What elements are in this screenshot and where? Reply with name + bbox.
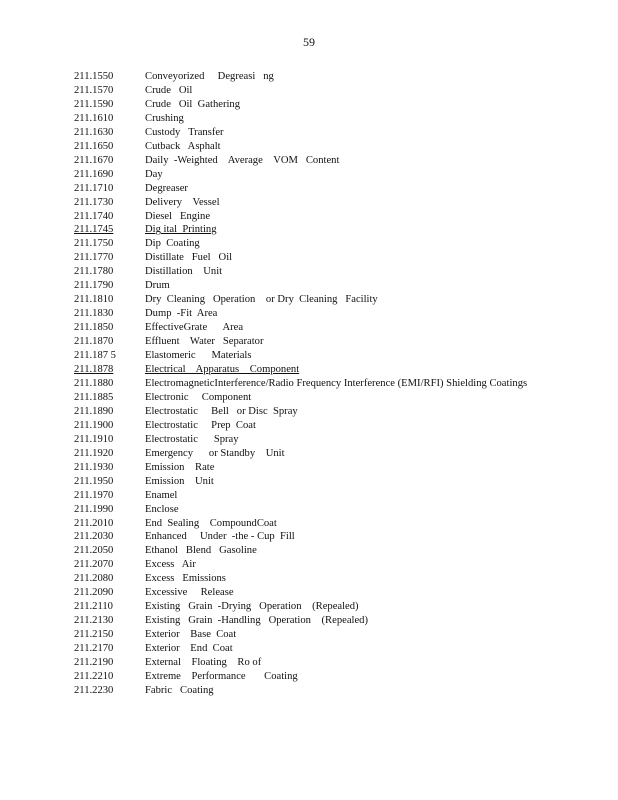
section-number: 211.1990: [74, 503, 114, 515]
definition-entry: [74, 349, 544, 363]
section-number: 211.1780: [74, 266, 114, 278]
section-number: 211.1550: [74, 71, 114, 82]
definition-entry: [74, 530, 544, 544]
section-number: 211.1885: [74, 391, 114, 403]
section-number: 211.2010: [74, 517, 114, 529]
section-number: 211.1900: [74, 419, 114, 431]
section-number: 211.1750: [74, 238, 114, 250]
defined-term: Ethanol Blend Gasoline: [145, 545, 257, 557]
definition-entry: [74, 237, 544, 251]
definition-entry: [74, 586, 544, 600]
section-number: 211.2210: [74, 670, 114, 682]
section-number: 211.1830: [74, 308, 114, 320]
section-number: 211.2080: [74, 573, 114, 585]
defined-term: Dump -Fit Area: [145, 308, 218, 320]
definition-entry: [74, 628, 544, 642]
section-number: 211.1690: [74, 168, 114, 180]
section-number: 211.1590: [74, 98, 114, 110]
definition-entry: [74, 84, 544, 98]
section-number: 211.1878: [74, 364, 114, 376]
definition-entry: [74, 600, 544, 614]
definition-entry: [74, 140, 544, 154]
section-number: 211.1890: [74, 405, 114, 417]
section-number: 211.1920: [74, 447, 114, 459]
section-number: 211.1570: [74, 84, 114, 96]
definition-entry: [74, 251, 544, 265]
defined-term: Excessive Release: [145, 587, 234, 599]
section-number: 211.2170: [74, 643, 114, 655]
definition-entry: [74, 572, 544, 586]
section-number: 211.1950: [74, 475, 114, 487]
defined-term: Delivery Vessel: [145, 196, 220, 208]
definition-entry: [74, 489, 544, 503]
definition-entry: [74, 112, 544, 126]
defined-term: Dry Cleaning Operation or Dry Cleaning Facility: [145, 294, 378, 306]
section-number: 211.1630: [74, 126, 114, 138]
defined-term: Cutback Asphalt: [145, 140, 221, 152]
definition-entry: [74, 279, 544, 293]
defined-term: EffectiveGrate Area: [145, 322, 244, 334]
definition-entry: [74, 182, 544, 196]
definition-entry: [74, 391, 544, 405]
definition-entry: [74, 363, 544, 377]
section-number: 211.1910: [74, 433, 114, 445]
definition-entry: [74, 405, 544, 419]
definition-entry: [74, 558, 544, 572]
definition-entry: [74, 335, 544, 349]
definition-entry: [74, 196, 544, 210]
definition-entry: [74, 210, 544, 224]
definitions-list: [74, 70, 544, 698]
definition-entry: [74, 168, 544, 182]
defined-term: Exterior End Coat: [145, 643, 233, 655]
defined-term: Enclose: [145, 503, 179, 515]
section-number: 211.1850: [74, 322, 114, 334]
definition-entry: [74, 98, 544, 112]
defined-term: Electrostatic Prep Coat: [145, 419, 256, 431]
defined-term: Elastomeric Materials: [145, 350, 252, 362]
section-number: 211.1880: [74, 377, 114, 389]
page-number: 59: [303, 35, 315, 49]
defined-term: End Sealing CompoundCoat: [145, 517, 277, 529]
defined-term: Electrostatic Spray: [145, 433, 239, 445]
defined-term: Existing Grain -Drying Operation (Repealed): [145, 601, 359, 613]
definition-entry: [74, 377, 544, 391]
defined-term: Enhanced Under -the - Cup Fill: [145, 531, 295, 543]
defined-term: Excess Emissions: [145, 573, 226, 585]
defined-term: Crude Oil: [145, 84, 193, 96]
definition-entry: [74, 517, 544, 531]
defined-term: Dig ital Printing: [145, 224, 217, 236]
definition-entry: [74, 656, 544, 670]
defined-term: Degreaser: [145, 182, 188, 194]
definition-entry: [74, 461, 544, 475]
defined-term: Enamel: [145, 489, 178, 501]
defined-term: Emergency or Standby Unit: [145, 447, 285, 459]
section-number: 211.1870: [74, 336, 114, 348]
defined-term: Crushing: [145, 112, 184, 124]
section-number: 211.1710: [74, 182, 114, 194]
section-number: 211.1650: [74, 140, 114, 152]
defined-term: Emission Unit: [145, 475, 214, 487]
section-number: 211.2110: [74, 601, 113, 613]
defined-term: Dip Coating: [145, 238, 200, 250]
definition-entry: [74, 321, 544, 335]
section-number: 211.2090: [74, 587, 114, 599]
defined-term: Excess Air: [145, 559, 196, 571]
definition-entry: [74, 126, 544, 140]
definition-entry: [74, 642, 544, 656]
definition-entry: [74, 503, 544, 517]
defined-term: Day: [145, 168, 163, 180]
definition-entry: [74, 447, 544, 461]
section-number: 211.2190: [74, 657, 114, 669]
definition-entry: [74, 614, 544, 628]
definition-entry: [74, 684, 544, 698]
defined-term: Electronic Component: [145, 391, 252, 403]
definition-entry: [74, 293, 544, 307]
section-number: 211.2030: [74, 531, 114, 543]
definition-entry: [74, 154, 544, 168]
section-number: 211.2070: [74, 559, 114, 571]
section-number: 211.1790: [74, 280, 114, 292]
section-number: 211.187 5: [74, 350, 116, 362]
defined-term: Exterior Base Coat: [145, 629, 237, 641]
defined-term: Effluent Water Separator: [145, 336, 264, 348]
defined-term: External Floating Ro of: [145, 657, 262, 669]
section-number: 211.2130: [74, 615, 114, 627]
section-number: 211.1970: [74, 489, 114, 501]
definition-entry: [74, 265, 544, 279]
defined-term: Distillate Fuel Oil: [145, 252, 233, 264]
defined-term: Custody Transfer: [145, 126, 224, 138]
defined-term: ElectromagneticInterference/Radio Frequency Interference (EMI/RFI) Shielding Coatings: [145, 377, 528, 389]
section-number: 211.1810: [74, 294, 114, 306]
section-number: 211.1730: [74, 196, 114, 208]
defined-term: Emission Rate: [145, 461, 215, 473]
section-number: 211.2050: [74, 545, 114, 557]
section-number: 211.1670: [74, 154, 114, 166]
defined-term: Crude Oil Gathering: [145, 98, 241, 110]
section-number: 211.2150: [74, 629, 114, 641]
section-number: 211.1930: [74, 461, 114, 473]
defined-term: Electrostatic Bell or Disc Spray: [145, 405, 298, 417]
definition-entry: [74, 70, 544, 84]
defined-term: Extreme Performance Coating: [145, 670, 298, 682]
definition-entry: [74, 223, 544, 237]
definition-entry: [74, 670, 544, 684]
defined-term: Daily -Weighted Average VOM Content: [145, 154, 340, 166]
defined-term: Fabric Coating: [145, 684, 214, 696]
defined-term: Electrical Apparatus Component: [145, 364, 300, 376]
section-number: 211.2230: [74, 684, 114, 696]
defined-term: Conveyorized Degreasi ng: [145, 71, 274, 82]
defined-term: Distillation Unit: [145, 266, 223, 278]
definition-entry: [74, 544, 544, 558]
definition-entry: [74, 419, 544, 433]
defined-term: Drum: [145, 280, 170, 292]
section-number: 211.1745: [74, 224, 114, 236]
defined-term: Existing Grain -Handling Operation (Repealed): [145, 615, 368, 627]
definition-entry: [74, 433, 544, 447]
definition-entry: [74, 475, 544, 489]
section-number: 211.1770: [74, 252, 114, 264]
section-number: 211.1610: [74, 112, 114, 124]
defined-term: Diesel Engine: [145, 210, 211, 222]
section-number: 211.1740: [74, 210, 114, 222]
definition-entry: [74, 307, 544, 321]
